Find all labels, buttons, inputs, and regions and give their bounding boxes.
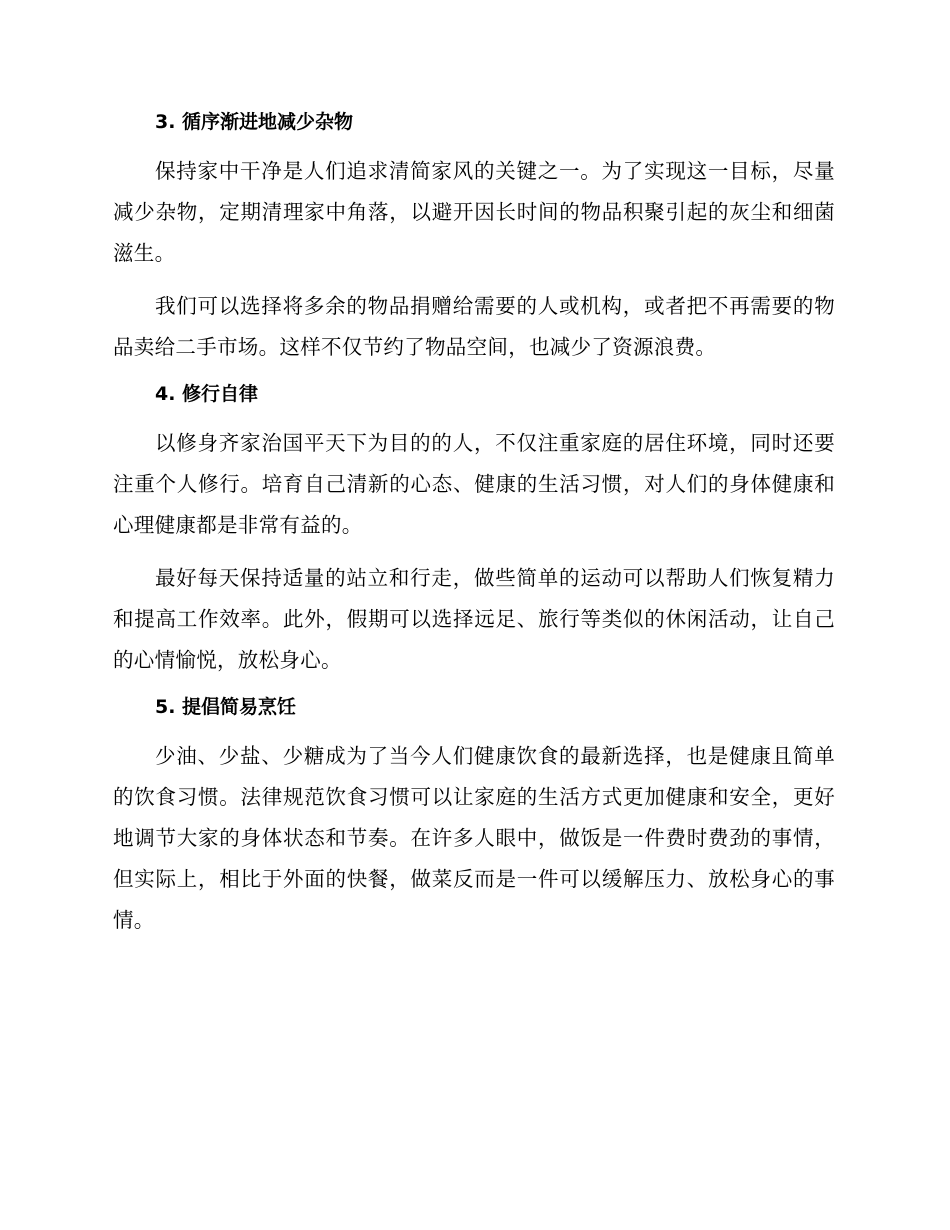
paragraph: 以修身齐家治国平天下为目的的人，不仅注重家庭的居住环境，同时还要注重个人修行。培育自己清新的心态、健康的生活习惯，对人们的身体健康和心理健康都是非常有益的。 (113, 431, 835, 537)
section-heading: 3. 循序渐进地减少杂物 (155, 111, 354, 133)
section-5 (113, 693, 835, 941)
paragraph: 少油、少盐、少糖成为了当今人们健康饮食的最新选择，也是健康且简单的饮食习惯。法律规范饮食习惯可以让家庭的生活方式更加健康和安全，更好地调节大家的身体状态和节奏。在许多人眼中，做饭是一件费时费劲的事情，但实际上，相比于外面的快餐，做菜反而是一件可以缓解压力、放松身心的事情。 (113, 744, 835, 932)
section-4 (113, 380, 835, 681)
section-heading: 4. 修行自律 (155, 383, 259, 405)
paragraph: 最好每天保持适量的站立和行走，做些简单的运动可以帮助人们恢复精力和提高工作效率。此外，假期可以选择远足、旅行等类似的休闲活动，让自己的心情愉悦，放松身心。 (113, 566, 835, 672)
document-page (113, 108, 835, 953)
paragraph: 我们可以选择将多余的物品捐赠给需要的人或机构，或者把不再需要的物品卖给二手市场。这样不仅节约了物品空间，也减少了资源浪费。 (113, 294, 835, 359)
section-3 (113, 108, 835, 368)
paragraph: 保持家中干净是人们追求清简家风的关键之一。为了实现这一目标，尽量减少杂物，定期清理家中角落，以避开因长时间的物品积聚引起的灰尘和细菌滋生。 (113, 159, 835, 265)
section-heading: 5. 提倡简易烹饪 (155, 696, 297, 718)
